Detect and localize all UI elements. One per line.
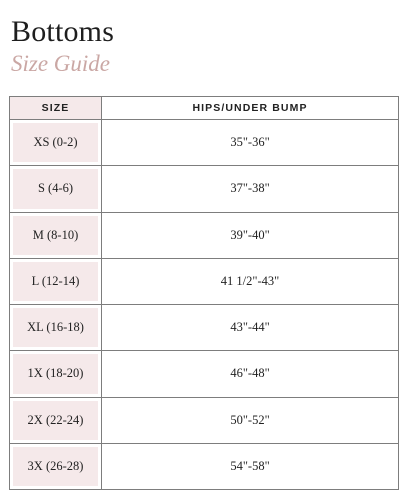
size-cell: S (4-6) <box>10 166 102 212</box>
table-row <box>10 258 399 304</box>
table-row <box>10 212 399 258</box>
hips-cell: 37"-38" <box>102 166 399 212</box>
table-row <box>10 166 399 212</box>
size-cell: 1X (18-20) <box>10 351 102 397</box>
hips-cell: 54"-58" <box>102 443 399 489</box>
hips-cell: 43"-44" <box>102 305 399 351</box>
size-cell: XS (0-2) <box>10 120 102 166</box>
size-guide-table <box>9 96 399 490</box>
column-header-hips: HIPS/UNDER BUMP <box>102 97 399 120</box>
size-cell: L (12-14) <box>10 258 102 304</box>
table-row <box>10 443 399 489</box>
hips-cell: 39"-40" <box>102 212 399 258</box>
page-title: Bottoms <box>11 15 115 48</box>
hips-cell: 50"-52" <box>102 397 399 443</box>
size-guide-table-container <box>9 96 398 490</box>
size-cell: XL (16-18) <box>10 305 102 351</box>
size-cell: 3X (26-28) <box>10 443 102 489</box>
column-header-size: SIZE <box>10 97 102 120</box>
page-subtitle: Size Guide <box>11 51 111 76</box>
hips-cell: 46"-48" <box>102 351 399 397</box>
table-row <box>10 305 399 351</box>
size-cell: M (8-10) <box>10 212 102 258</box>
size-cell: 2X (22-24) <box>10 397 102 443</box>
hips-cell: 35"-36" <box>102 120 399 166</box>
table-row <box>10 397 399 443</box>
table-row <box>10 351 399 397</box>
hips-cell: 41 1/2"-43" <box>102 258 399 304</box>
table-header-row <box>10 97 399 120</box>
table-row <box>10 120 399 166</box>
